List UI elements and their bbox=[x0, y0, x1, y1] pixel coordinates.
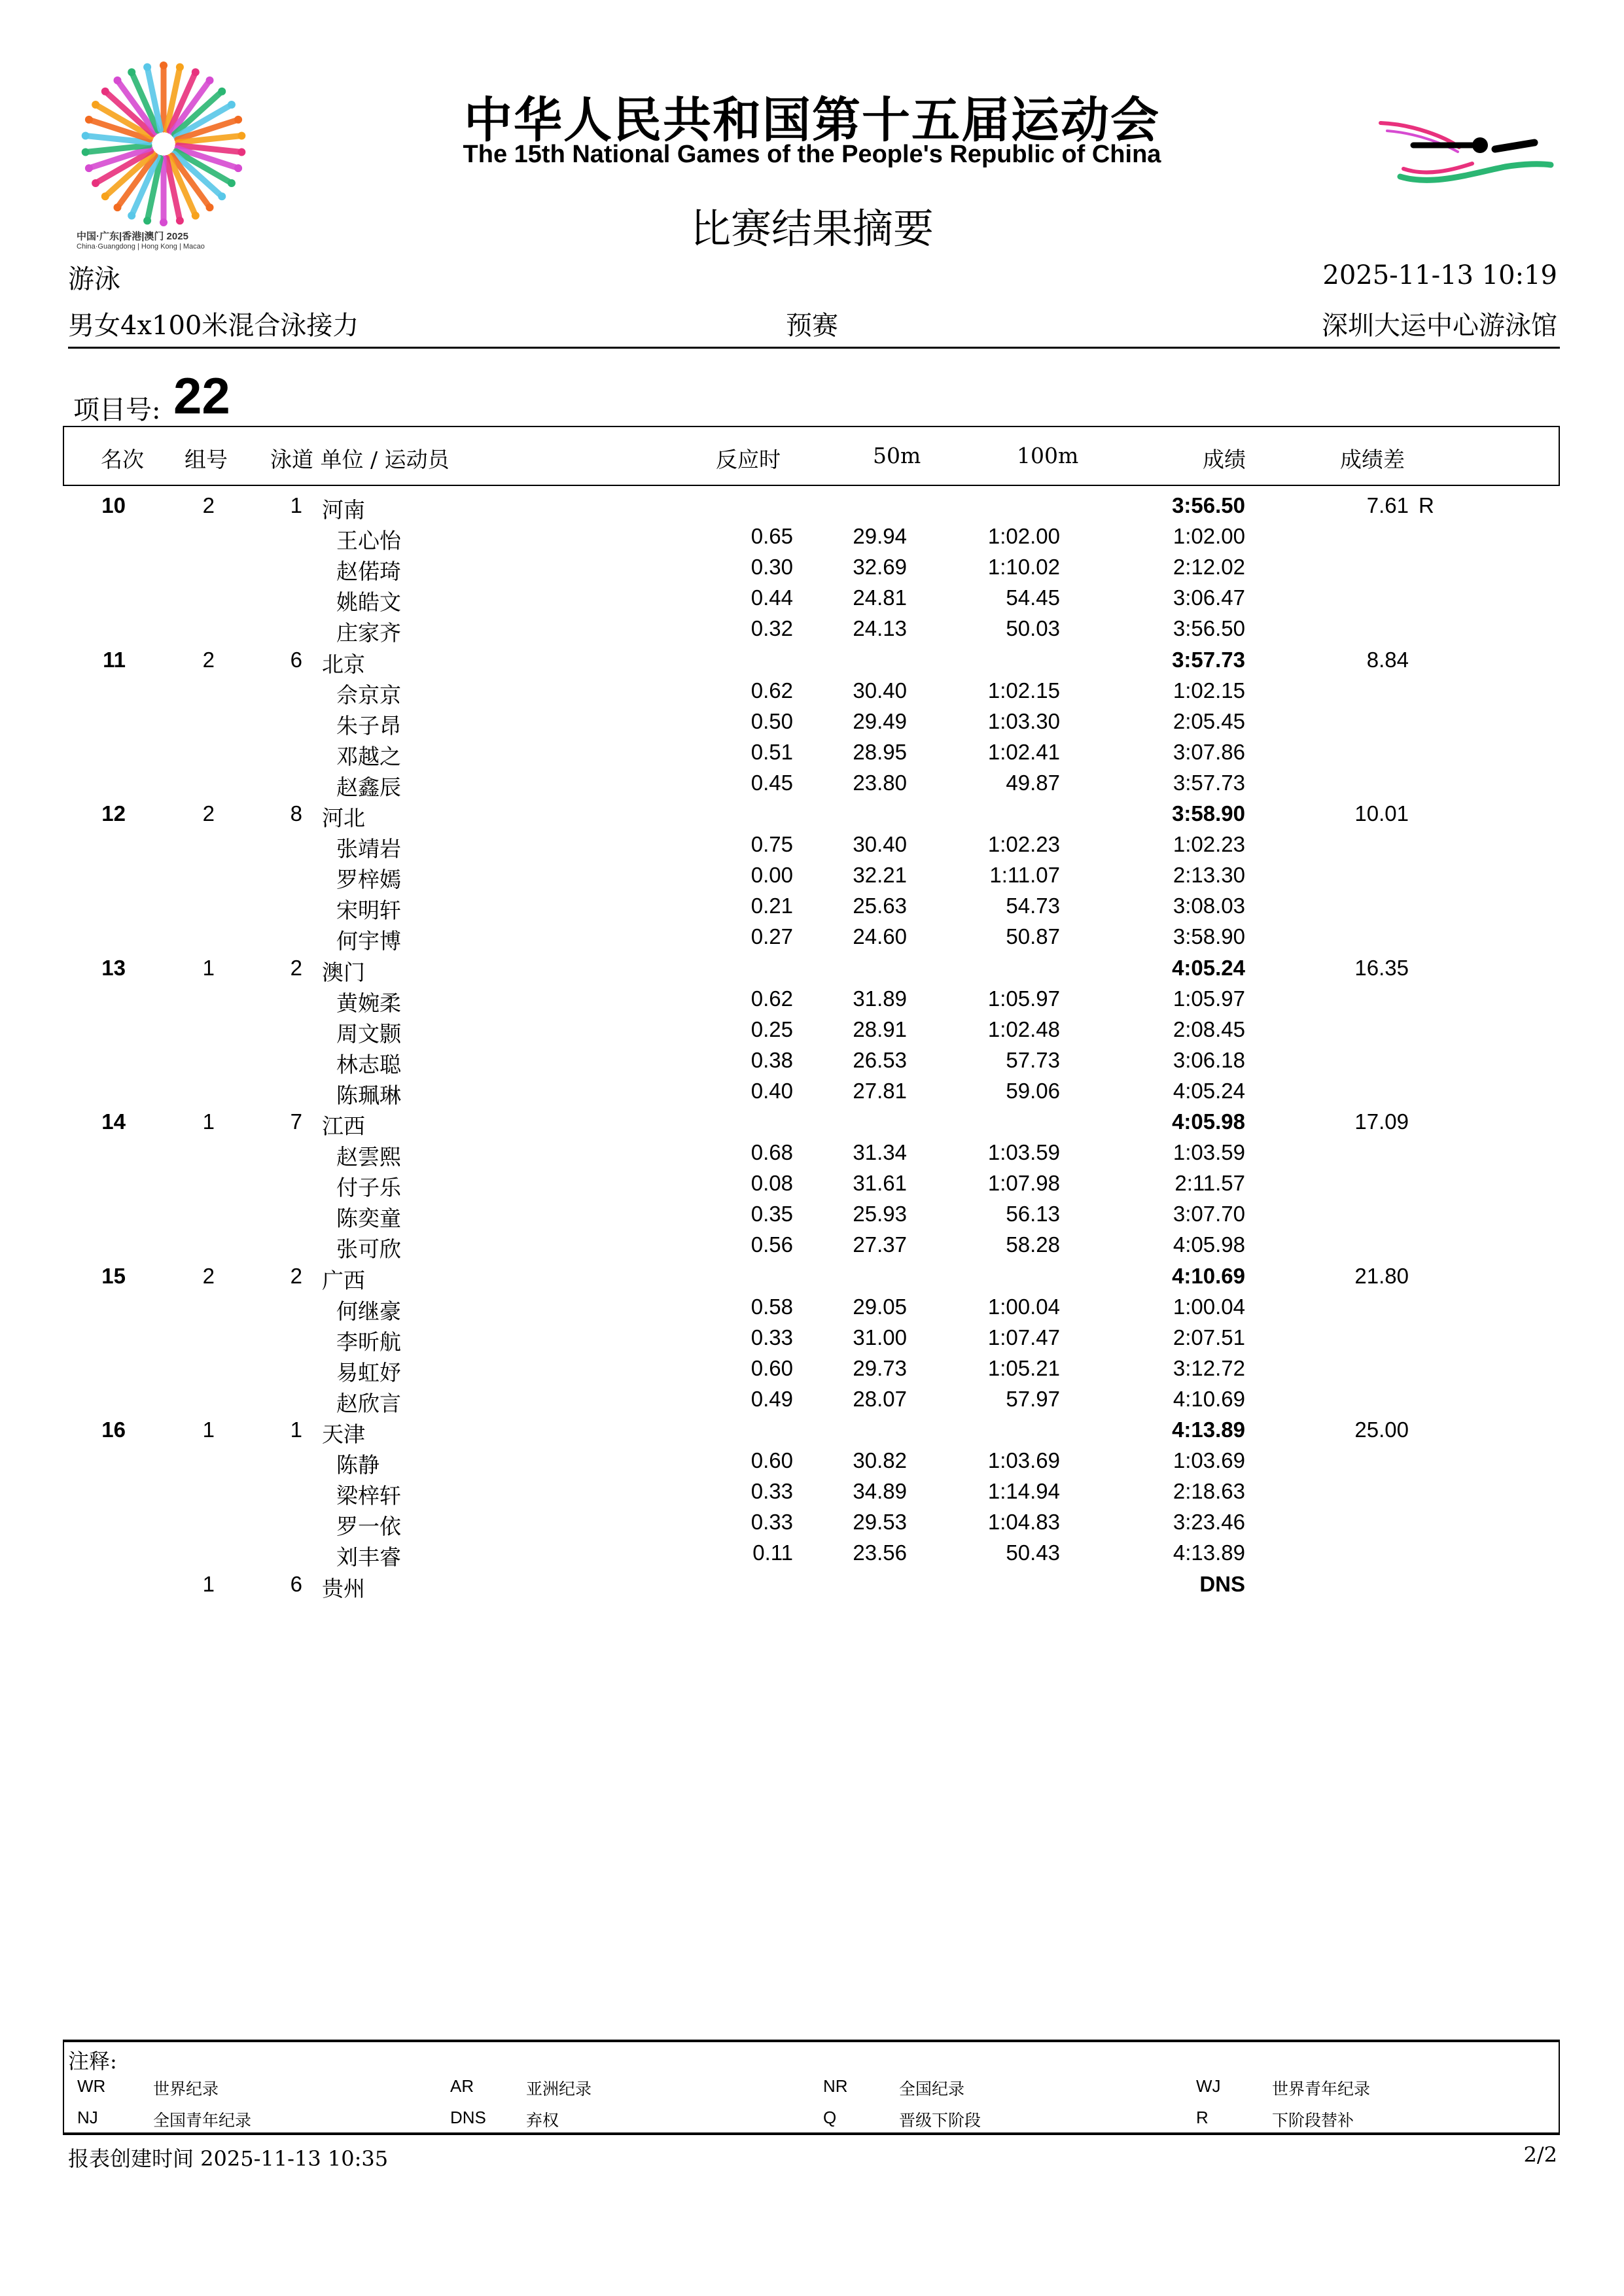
col-result: 成绩 bbox=[1203, 447, 1246, 472]
legend-code: DNS bbox=[450, 2108, 486, 2127]
team-lane: 1 bbox=[290, 493, 302, 517]
swimmer-reaction: 0.62 bbox=[750, 986, 793, 1011]
swimmer-row bbox=[0, 1383, 1624, 1414]
swimmer-row bbox=[0, 1167, 1624, 1201]
swimmer-reaction: 0.35 bbox=[750, 1202, 793, 1226]
team-row bbox=[0, 489, 1624, 523]
swimmer-split50: 26.53 bbox=[853, 1047, 907, 1072]
swimmer-name: 罗梓嫣 bbox=[336, 867, 401, 893]
swimmer-row bbox=[0, 767, 1624, 800]
swimmer-row bbox=[0, 983, 1624, 1016]
team-rank: 11 bbox=[103, 647, 126, 672]
swimmer-cumulative: 1:05.97 bbox=[1173, 986, 1245, 1011]
swimmer-name: 何继豪 bbox=[336, 1298, 401, 1324]
swimmer-split100: 50.03 bbox=[1006, 616, 1060, 641]
swimmer-split50: 31.34 bbox=[853, 1140, 907, 1165]
document-title: 比赛结果摘要 bbox=[690, 205, 934, 252]
swimmer-name: 李昕航 bbox=[336, 1329, 401, 1355]
swimmer-cumulative: 3:58.90 bbox=[1173, 924, 1245, 949]
legend-box bbox=[63, 2040, 1560, 2135]
swimmer-split100: 59.06 bbox=[1006, 1078, 1060, 1103]
swimmer-reaction: 0.44 bbox=[750, 585, 793, 610]
swimmer-split100: 57.73 bbox=[1006, 1047, 1060, 1072]
team-diff: 17.09 bbox=[1354, 1109, 1409, 1134]
swimmer-row bbox=[0, 612, 1624, 646]
swimmer-name: 赵偌琦 bbox=[336, 559, 401, 585]
swimmer-split100: 1:03.59 bbox=[987, 1140, 1060, 1165]
team-diff: 8.84 bbox=[1366, 647, 1409, 672]
swimmer-split50: 30.82 bbox=[853, 1448, 907, 1473]
swimmer-split50: 23.80 bbox=[853, 770, 907, 795]
swimmer-reaction: 0.11 bbox=[752, 1540, 793, 1565]
swimmer-row bbox=[0, 520, 1624, 554]
team-result: 3:56.50 bbox=[1172, 493, 1245, 517]
swimmer-cumulative: 4:05.24 bbox=[1173, 1078, 1245, 1103]
team-lane: 6 bbox=[290, 647, 302, 672]
team-diff: 10.01 bbox=[1354, 801, 1409, 826]
swimmer-cumulative: 3:23.46 bbox=[1173, 1510, 1245, 1535]
legend-code: WJ bbox=[1196, 2076, 1221, 2096]
swimmer-split50: 29.53 bbox=[853, 1510, 907, 1535]
team-row bbox=[0, 1568, 1624, 1599]
swimmer-reaction: 0.56 bbox=[750, 1232, 793, 1257]
report-datetime: 2025-11-13 10:19 bbox=[1322, 260, 1557, 290]
swimmer-split50: 32.21 bbox=[853, 863, 907, 888]
swimmer-row bbox=[0, 1198, 1624, 1232]
swimmer-row bbox=[0, 1444, 1624, 1478]
swimmer-row bbox=[0, 1475, 1624, 1509]
swimmer-name: 庄家齐 bbox=[336, 620, 401, 646]
team-result: 3:57.73 bbox=[1172, 647, 1245, 672]
team-heat: 1 bbox=[202, 1418, 215, 1442]
team-row bbox=[0, 644, 1624, 677]
swimmer-cumulative: 2:13.30 bbox=[1173, 863, 1245, 888]
logo-caption-cn: 中国·广东|香港|澳门 2025 bbox=[77, 231, 188, 242]
team-result: 4:05.24 bbox=[1172, 955, 1245, 980]
swimmer-name: 梁梓轩 bbox=[336, 1483, 401, 1509]
swimmer-row bbox=[0, 1044, 1624, 1075]
swimmer-name: 罗一依 bbox=[336, 1514, 401, 1540]
event-phase: 预赛 bbox=[786, 311, 838, 341]
swimmer-cumulative: 2:11.57 bbox=[1174, 1171, 1245, 1196]
legend-description: 亚洲纪录 bbox=[526, 2079, 592, 2098]
swimming-pictogram-icon bbox=[1374, 111, 1557, 203]
swimmer-cumulative: 4:13.89 bbox=[1173, 1540, 1245, 1565]
event-name: 男女4x100米混合泳接力 bbox=[68, 311, 359, 341]
swimmer-split50: 31.61 bbox=[853, 1171, 907, 1196]
legend-code: R bbox=[1196, 2108, 1209, 2127]
event-number-label: 项目号: bbox=[73, 395, 161, 425]
swimmer-row bbox=[0, 582, 1624, 616]
legend-description: 世界青年纪录 bbox=[1272, 2079, 1371, 2098]
swimmer-reaction: 0.68 bbox=[750, 1140, 793, 1165]
swimmer-cumulative: 4:05.98 bbox=[1173, 1232, 1245, 1257]
swimmer-row bbox=[0, 674, 1624, 708]
swimmer-split50: 30.40 bbox=[853, 832, 907, 857]
team-heat: 1 bbox=[202, 955, 215, 980]
swimmer-row bbox=[0, 1075, 1624, 1108]
swimmer-reaction: 0.40 bbox=[750, 1078, 793, 1103]
swimmer-split100: 1:02.00 bbox=[987, 524, 1060, 549]
swimmer-reaction: 0.25 bbox=[750, 1017, 793, 1041]
swimmer-name: 王心怡 bbox=[336, 528, 401, 554]
team-unit: 贵州 bbox=[322, 1575, 365, 1601]
swimmer-reaction: 0.27 bbox=[750, 924, 793, 949]
swimmer-cumulative: 2:07.51 bbox=[1173, 1325, 1245, 1349]
team-result: DNS bbox=[1199, 1571, 1245, 1596]
team-result: 4:05.98 bbox=[1172, 1109, 1245, 1134]
team-diff: 21.80 bbox=[1354, 1263, 1409, 1288]
swimmer-cumulative: 2:12.02 bbox=[1173, 555, 1245, 580]
team-heat: 2 bbox=[202, 1263, 215, 1288]
swimmer-reaction: 0.60 bbox=[750, 1355, 793, 1380]
swimmer-row bbox=[0, 1228, 1624, 1262]
team-row bbox=[0, 952, 1624, 983]
col-rank: 名次 bbox=[101, 447, 144, 472]
swimmer-split100: 1:02.48 bbox=[987, 1017, 1060, 1041]
swimmer-split100: 1:05.97 bbox=[987, 986, 1060, 1011]
swimmer-split100: 1:02.41 bbox=[987, 739, 1060, 764]
swimmer-split50: 28.07 bbox=[853, 1386, 907, 1411]
swimmer-cumulative: 3:12.72 bbox=[1173, 1355, 1245, 1380]
swimmer-cumulative: 3:57.73 bbox=[1173, 770, 1245, 795]
event-number: 22 bbox=[173, 367, 230, 425]
swimmer-split100: 1:00.04 bbox=[987, 1294, 1060, 1319]
swimmer-row bbox=[0, 551, 1624, 585]
legend-code: AR bbox=[450, 2076, 474, 2096]
swimmer-row bbox=[0, 1291, 1624, 1324]
swimmer-reaction: 0.65 bbox=[750, 524, 793, 549]
swimmer-reaction: 0.08 bbox=[750, 1171, 793, 1196]
swimmer-split50: 28.95 bbox=[853, 739, 907, 764]
swimmer-cumulative: 3:56.50 bbox=[1173, 616, 1245, 641]
col-diff: 成绩差 bbox=[1340, 447, 1405, 472]
swimmer-cumulative: 1:02.00 bbox=[1173, 524, 1245, 549]
swimmer-reaction: 0.38 bbox=[750, 1047, 793, 1072]
team-diff: 7.61 bbox=[1366, 493, 1409, 517]
team-diff: 25.00 bbox=[1354, 1418, 1409, 1442]
legend-code: NJ bbox=[77, 2108, 98, 2127]
swimmer-name: 林志聪 bbox=[336, 1051, 401, 1077]
swimmer-name: 宋明轩 bbox=[336, 897, 401, 924]
team-lane: 2 bbox=[290, 1263, 302, 1288]
swimmer-split50: 25.63 bbox=[853, 894, 907, 918]
swimmer-split50: 30.40 bbox=[853, 678, 907, 703]
swimmer-row bbox=[0, 1352, 1624, 1383]
swimmer-row bbox=[0, 1321, 1624, 1355]
swimmer-split50: 24.13 bbox=[853, 616, 907, 641]
swimmer-split100: 1:04.83 bbox=[987, 1510, 1060, 1535]
legend-description: 晋级下阶段 bbox=[899, 2111, 981, 2130]
team-rank: 10 bbox=[101, 493, 126, 517]
swimmer-row bbox=[0, 828, 1624, 862]
swimmer-split50: 24.81 bbox=[853, 585, 907, 610]
swimmer-split100: 1:07.47 bbox=[987, 1325, 1060, 1349]
swimmer-cumulative: 3:06.18 bbox=[1173, 1047, 1245, 1072]
swimmer-split50: 27.37 bbox=[853, 1232, 907, 1257]
swimmer-split100: 1:11.07 bbox=[989, 863, 1060, 888]
team-lane: 2 bbox=[290, 955, 302, 980]
swimmer-name: 赵鑫辰 bbox=[336, 774, 401, 800]
swimmer-reaction: 0.21 bbox=[750, 894, 793, 918]
swimmer-split100: 54.45 bbox=[1006, 585, 1060, 610]
swimmer-split50: 31.00 bbox=[853, 1325, 907, 1349]
team-rank: 16 bbox=[101, 1418, 126, 1442]
team-row bbox=[0, 797, 1624, 831]
swimmer-name: 陈静 bbox=[336, 1452, 380, 1478]
swimmer-cumulative: 1:00.04 bbox=[1173, 1294, 1245, 1319]
swimmer-split100: 54.73 bbox=[1006, 894, 1060, 918]
games-title-en: The 15th National Games of the People's Republic of China bbox=[463, 141, 1161, 168]
team-result: 4:10.69 bbox=[1172, 1263, 1245, 1288]
swimmer-cumulative: 3:08.03 bbox=[1173, 894, 1245, 918]
results-column-header bbox=[63, 426, 1560, 486]
swimmer-row bbox=[0, 1537, 1624, 1571]
swimmer-split100: 1:05.21 bbox=[987, 1355, 1060, 1380]
team-result: 4:13.89 bbox=[1172, 1418, 1245, 1442]
col-lane-unit: 泳道 单位 / 运动员 bbox=[270, 447, 450, 472]
swimmer-reaction: 0.30 bbox=[750, 555, 793, 580]
swimmer-split50: 29.73 bbox=[853, 1355, 907, 1380]
swimmer-name: 邓越之 bbox=[336, 743, 401, 769]
swimmer-name: 何宇博 bbox=[336, 928, 401, 954]
swimmer-cumulative: 2:08.45 bbox=[1173, 1017, 1245, 1041]
swimmer-cumulative: 1:03.69 bbox=[1173, 1448, 1245, 1473]
swimmer-name: 佘京京 bbox=[336, 682, 401, 708]
swimmer-reaction: 0.75 bbox=[750, 832, 793, 857]
swimmer-reaction: 0.50 bbox=[750, 708, 793, 733]
header-divider bbox=[68, 347, 1560, 349]
swimmer-reaction: 0.33 bbox=[750, 1479, 793, 1504]
swimmer-split100: 1:03.69 bbox=[987, 1448, 1060, 1473]
report-created-time: 报表创建时间 2025-11-13 10:35 bbox=[68, 2146, 389, 2171]
swimmer-cumulative: 1:02.15 bbox=[1173, 678, 1245, 703]
swimmer-row bbox=[0, 736, 1624, 767]
team-row bbox=[0, 1414, 1624, 1447]
swimmer-reaction: 0.62 bbox=[750, 678, 793, 703]
team-result: 3:58.90 bbox=[1172, 801, 1245, 826]
swimmer-split50: 25.93 bbox=[853, 1202, 907, 1226]
swimmer-name: 赵欣言 bbox=[336, 1390, 401, 1416]
swimmer-name: 黄婉柔 bbox=[336, 990, 401, 1016]
legend-description: 弃权 bbox=[526, 2111, 559, 2130]
team-lane: 8 bbox=[290, 801, 302, 826]
swimmer-name: 陈奕童 bbox=[336, 1206, 401, 1232]
swimmer-row bbox=[0, 1506, 1624, 1540]
swimmer-reaction: 0.33 bbox=[750, 1510, 793, 1535]
team-heat: 2 bbox=[202, 647, 215, 672]
swimmer-reaction: 0.60 bbox=[750, 1448, 793, 1473]
swimmer-row bbox=[0, 920, 1624, 954]
swimmer-split100: 1:02.23 bbox=[987, 832, 1060, 857]
swimmer-split100: 1:10.02 bbox=[987, 555, 1060, 580]
swimmer-cumulative: 3:07.86 bbox=[1173, 739, 1245, 764]
col-split50: 50m bbox=[873, 443, 921, 468]
legend-title: 注释: bbox=[68, 2049, 117, 2074]
swimmer-split50: 24.60 bbox=[853, 924, 907, 949]
swimmer-split50: 32.69 bbox=[853, 555, 907, 580]
swimmer-split100: 1:02.15 bbox=[987, 678, 1060, 703]
swimmer-cumulative: 2:05.45 bbox=[1173, 708, 1245, 733]
team-heat: 2 bbox=[202, 493, 215, 517]
legend-description: 世界纪录 bbox=[153, 2079, 219, 2098]
swimmer-row bbox=[0, 705, 1624, 739]
swimmer-reaction: 0.00 bbox=[750, 863, 793, 888]
swimmer-name: 张靖岩 bbox=[336, 836, 401, 862]
swimmer-reaction: 0.51 bbox=[750, 739, 793, 764]
team-mark: R bbox=[1419, 493, 1434, 517]
swimmer-split100: 58.28 bbox=[1006, 1232, 1060, 1257]
logo-caption-en: China·Guangdong | Hong Kong | Macao bbox=[77, 243, 205, 251]
team-heat: 1 bbox=[202, 1571, 215, 1596]
legend-code: NR bbox=[823, 2076, 848, 2096]
swimmer-split100: 50.43 bbox=[1006, 1540, 1060, 1565]
team-heat: 2 bbox=[202, 801, 215, 826]
team-unit: 天津 bbox=[322, 1421, 365, 1447]
swimmer-split50: 23.56 bbox=[853, 1540, 907, 1565]
team-rank: 14 bbox=[101, 1109, 126, 1134]
legend-code: WR bbox=[77, 2076, 106, 2096]
swimmer-cumulative: 1:03.59 bbox=[1173, 1140, 1245, 1165]
swimmer-name: 易虹妤 bbox=[336, 1359, 401, 1385]
legend-description: 下阶段替补 bbox=[1272, 2111, 1354, 2130]
team-unit: 澳门 bbox=[322, 959, 365, 985]
swimmer-split100: 49.87 bbox=[1006, 770, 1060, 795]
swimmer-row bbox=[0, 890, 1624, 924]
swimmer-split50: 29.94 bbox=[853, 524, 907, 549]
team-unit: 广西 bbox=[322, 1267, 365, 1293]
swimmer-name: 姚皓文 bbox=[336, 589, 401, 616]
swimmer-name: 刘丰睿 bbox=[336, 1544, 401, 1571]
swimmer-split50: 27.81 bbox=[853, 1078, 907, 1103]
legend-description: 全国纪录 bbox=[899, 2079, 965, 2098]
team-rank: 15 bbox=[101, 1263, 126, 1288]
swimmer-split50: 31.89 bbox=[853, 986, 907, 1011]
swimmer-reaction: 0.33 bbox=[750, 1325, 793, 1349]
swimmer-split50: 29.05 bbox=[853, 1294, 907, 1319]
swimmer-split50: 34.89 bbox=[853, 1479, 907, 1504]
team-lane: 7 bbox=[290, 1109, 302, 1134]
sport-label: 游泳 bbox=[68, 264, 120, 294]
swimmer-name: 陈珮琳 bbox=[336, 1082, 401, 1108]
col-split100: 100m bbox=[1017, 443, 1079, 468]
legend-code: Q bbox=[823, 2108, 837, 2127]
swimmer-reaction: 0.32 bbox=[750, 616, 793, 641]
swimmer-reaction: 0.49 bbox=[750, 1386, 793, 1411]
swimmer-split100: 50.87 bbox=[1006, 924, 1060, 949]
swimmer-cumulative: 3:07.70 bbox=[1173, 1202, 1245, 1226]
swimmer-row bbox=[0, 1013, 1624, 1047]
team-unit: 河南 bbox=[322, 497, 365, 523]
swimmer-name: 周文颢 bbox=[336, 1020, 401, 1047]
team-diff: 16.35 bbox=[1354, 955, 1409, 980]
col-reaction: 反应时 bbox=[716, 447, 781, 472]
swimmer-split50: 29.49 bbox=[853, 708, 907, 733]
swimmer-reaction: 0.45 bbox=[750, 770, 793, 795]
team-lane: 6 bbox=[290, 1571, 302, 1596]
swimmer-cumulative: 4:10.69 bbox=[1173, 1386, 1245, 1411]
legend-description: 全国青年纪录 bbox=[153, 2111, 252, 2130]
swimmer-name: 付子乐 bbox=[336, 1175, 401, 1201]
swimmer-split100: 1:07.98 bbox=[987, 1171, 1060, 1196]
swimmer-split100: 1:14.94 bbox=[987, 1479, 1060, 1504]
team-unit: 江西 bbox=[322, 1113, 365, 1139]
swimmer-cumulative: 2:18.63 bbox=[1173, 1479, 1245, 1504]
swimmer-reaction: 0.58 bbox=[750, 1294, 793, 1319]
venue-name: 深圳大运中心游泳馆 bbox=[1322, 311, 1557, 341]
swimmer-split100: 57.97 bbox=[1006, 1386, 1060, 1411]
team-row bbox=[0, 1105, 1624, 1139]
swimmer-name: 张可欣 bbox=[336, 1236, 401, 1262]
team-heat: 1 bbox=[202, 1109, 215, 1134]
swimmer-cumulative: 3:06.47 bbox=[1173, 585, 1245, 610]
team-lane: 1 bbox=[290, 1418, 302, 1442]
team-unit: 北京 bbox=[322, 651, 365, 677]
team-row bbox=[0, 1260, 1624, 1291]
col-heat: 组号 bbox=[185, 447, 228, 472]
swimmer-cumulative: 1:02.23 bbox=[1173, 832, 1245, 857]
swimmer-split100: 56.13 bbox=[1006, 1202, 1060, 1226]
team-rank: 12 bbox=[101, 801, 126, 826]
team-unit: 河北 bbox=[322, 805, 365, 831]
swimmer-row bbox=[0, 1136, 1624, 1170]
games-title-cn: 中华人民共和国第十五届运动会 bbox=[464, 92, 1160, 148]
swimmer-row bbox=[0, 859, 1624, 893]
swimmer-name: 赵雲熙 bbox=[336, 1144, 401, 1170]
swimmer-split100: 1:03.30 bbox=[987, 708, 1060, 733]
page-number: 2/2 bbox=[1523, 2142, 1557, 2167]
swimmer-split50: 28.91 bbox=[853, 1017, 907, 1041]
team-rank: 13 bbox=[101, 955, 126, 980]
swimmer-name: 朱子昂 bbox=[336, 712, 401, 739]
